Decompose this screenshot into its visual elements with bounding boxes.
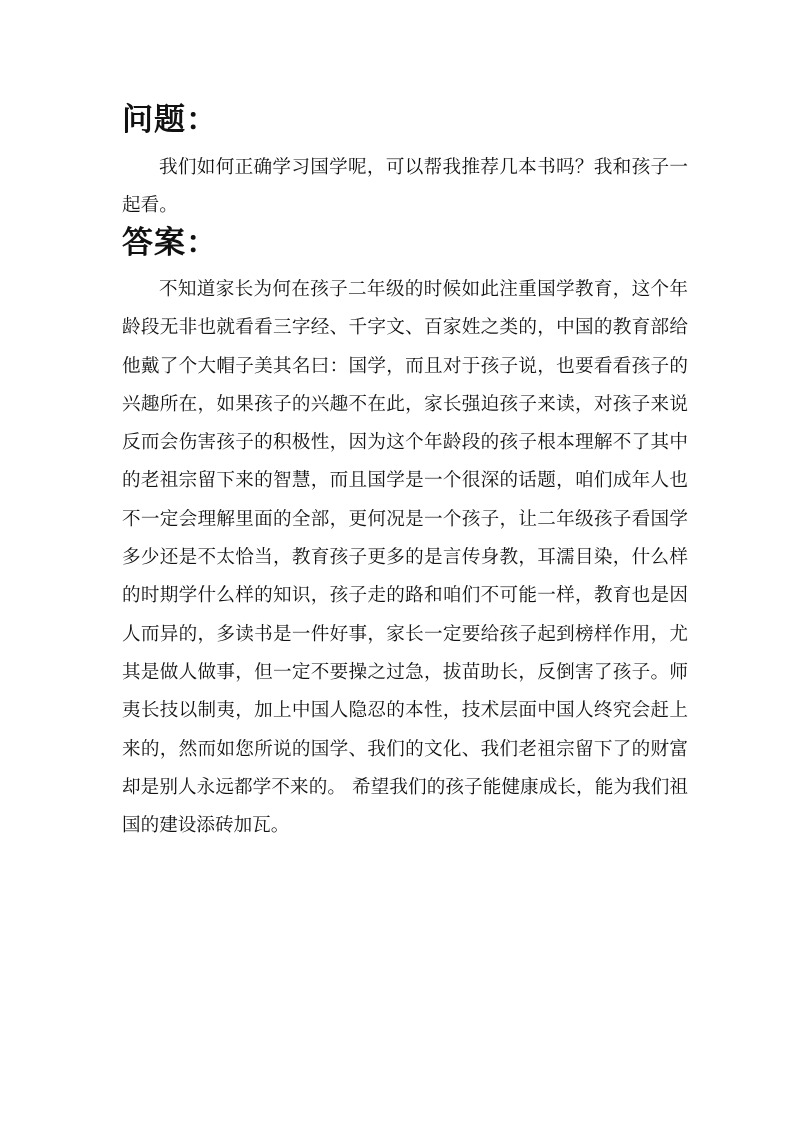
answer-text: 不知道家长为何在孩子二年级的时候如此注重国学教育，这个年龄段无非也就看看三字经、千字文、百家姓之类的，中国的教育部给他戴了个大帽子美其名曰：国学，而且对于孩子说，也要看看孩子的兴趣所在，如果孩子的兴趣不在此，家长强迫孩子来读，对孩子来说反而会伤害孩子的积极性，因为这个年龄段的孩子根本理解不了其中的老祖宗留下来的智慧，而且国学是一个很深的话题，咱们成年人也不一定会理解里面的全部，更何况是一个孩子，让二年级孩子看国学多少还是不太恰当，教育孩子更多的是言传身教，耳濡目染，什么样的时期学什么样的知识，孩子走的路和咱们不可能一样，教育也是因人而异的，多读书是一件好事，家长一定要给孩子起到榜样作用，尤其是做人做事，但一定不要操之过急，拔苗助长，反倒害了孩子。师夷长技以制夷，加上中国人隐忍的本性，技术层面中国人终究会赶上来的，然而如您所说的国学、我们的文化、我们老祖宗留下了的财富却是别人永远都学不来的。 希望我们的孩子能健康成长，能为我们祖国的建设添砖加瓦。 xyxy=(122,279,688,837)
question-text: 我们如何正确学习国学呢，可以帮我推荐几本书吗？我和孩子一起看。 xyxy=(122,157,688,217)
answer-heading: 答案： xyxy=(122,225,218,261)
question-heading: 问题： xyxy=(122,102,218,138)
